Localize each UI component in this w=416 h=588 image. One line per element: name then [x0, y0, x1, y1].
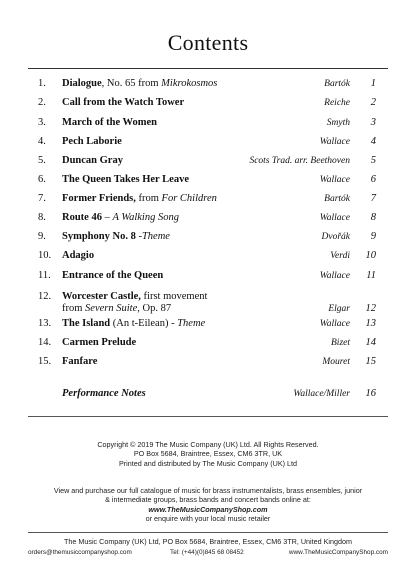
- toc-title: [62, 174, 282, 186]
- toc-page-number: 14: [365, 337, 376, 348]
- toc-title-part: Pech Laborie: [62, 136, 122, 147]
- toc-page-number: 3: [370, 117, 376, 128]
- toc-composer: Wallace: [319, 319, 350, 329]
- toc-title-part: (An t-Eilean) -: [110, 318, 178, 329]
- toc-title: [62, 97, 282, 109]
- toc-number: 4.: [38, 136, 46, 147]
- toc-composer: Bartók: [324, 194, 350, 204]
- toc-title: [62, 117, 282, 129]
- toc-page-number: 2: [370, 97, 376, 108]
- toc-number: 5.: [38, 155, 46, 166]
- toc-title-part: For Children: [161, 193, 217, 204]
- toc-title-part: Theme: [177, 318, 206, 329]
- toc-title: [62, 388, 282, 400]
- toc-page-number: 10: [365, 250, 376, 261]
- toc-number: 11.: [38, 270, 51, 281]
- toc-title: [62, 193, 282, 205]
- toc-composer: Verdi: [330, 251, 350, 261]
- toc-number: 2.: [38, 97, 46, 108]
- toc-page-number: 12: [365, 303, 376, 314]
- toc-number: 6.: [38, 174, 46, 185]
- promo-line-1: View and purchase our full catalogue of music for brass instrumentalists, brass ensembles, junior: [53, 486, 363, 495]
- copyright-line: Copyright © 2019 The Music Company (UK) Ltd. All Rights Reserved.: [97, 440, 319, 449]
- web-link[interactable]: www.TheMusicCompanyShop.com: [288, 549, 388, 556]
- toc-composer: Wallace/Miller: [293, 389, 350, 399]
- page-title: Contents: [167, 30, 249, 55]
- toc-title-part: Adagio: [62, 250, 95, 261]
- toc-title-part: A Walking Song: [112, 212, 179, 223]
- toc-page-number: 7: [370, 193, 376, 204]
- promo-block: [0, 486, 416, 524]
- toc-title-part: Worcester Castle,: [62, 291, 141, 302]
- toc-title: [62, 78, 282, 90]
- toc-number: 15.: [38, 356, 52, 367]
- toc-title-part: Op. 87: [139, 303, 172, 314]
- email-link[interactable]: orders@themusiccompanyshop.com: [28, 549, 132, 556]
- toc-page-number: 5: [370, 155, 376, 166]
- copyright-block: [0, 440, 416, 468]
- toc-title-part: , No. 65 from: [101, 78, 162, 89]
- toc-page-number: 16: [365, 388, 376, 399]
- toc-composer: Wallace: [319, 271, 350, 281]
- toc-title-part: Carmen Prelude: [62, 337, 137, 348]
- toc-composer: Wallace: [319, 175, 350, 185]
- toc-page-number: 15: [365, 356, 376, 367]
- toc-title-part: Performance Notes: [62, 388, 146, 399]
- toc-title-part: The Queen Takes Her Leave: [62, 174, 189, 185]
- toc-composer: Wallace: [319, 137, 350, 147]
- toc-title-part: Fanfare: [62, 356, 98, 367]
- toc-title-part: Dialogue: [62, 78, 102, 89]
- toc-title-part: Duncan Gray: [62, 155, 123, 166]
- toc-title: [62, 212, 282, 224]
- printed-line: Printed and distributed by The Music Company (UK) Ltd: [118, 458, 298, 468]
- promo-line-2: & intermediate groups, brass bands and concert bands online at:: [105, 495, 311, 505]
- toc-title: [62, 337, 282, 349]
- toc-title: [62, 270, 282, 282]
- toc-composer: Mouret: [322, 357, 350, 367]
- bottom-divider: [28, 532, 388, 533]
- toc-number: 9.: [38, 231, 46, 242]
- toc-title: [62, 231, 282, 243]
- toc-number: 3.: [38, 117, 46, 128]
- toc-composer: Scots Trad. arr. Beethoven: [249, 156, 350, 166]
- toc-title: [62, 136, 282, 148]
- toc-title-part: Mikrokosmos: [161, 78, 218, 89]
- toc-page-number: 13: [365, 318, 376, 329]
- telephone-text: Tel: (+44)(0)845 68 08452: [170, 549, 244, 556]
- toc-title-part: -: [135, 231, 142, 242]
- toc-number: 8.: [38, 212, 46, 223]
- toc-title-part: Former Friends,: [62, 193, 136, 204]
- toc-title-part: Theme: [141, 231, 170, 242]
- toc-composer: Bizet: [331, 338, 350, 348]
- toc-composer: Bartók: [324, 79, 350, 89]
- toc-title-part: –: [101, 212, 113, 223]
- toc-title: [62, 291, 282, 315]
- toc-composer: Wallace: [319, 213, 350, 223]
- toc-title-part: Severn Suite,: [85, 303, 140, 314]
- toc-title-part: from: [135, 193, 162, 204]
- toc-title-part: March of the Women: [62, 117, 157, 128]
- toc-composer: Reiche: [324, 98, 350, 108]
- top-divider: [28, 68, 388, 69]
- website-link[interactable]: www.TheMusicCompanyShop.com: [148, 504, 268, 514]
- middle-divider: [28, 416, 388, 417]
- toc-number: 13.: [38, 318, 52, 329]
- toc-composer: Elgar: [328, 304, 350, 314]
- toc-title-part: Symphony No. 8: [62, 231, 136, 242]
- toc-composer: Dvořák: [321, 232, 350, 242]
- toc-number: 12.: [38, 291, 52, 302]
- toc-title: [62, 250, 282, 262]
- toc-title-part: Call from the Watch Tower: [62, 97, 185, 108]
- toc-title-part: first movement: [140, 291, 208, 302]
- toc-number: 14.: [38, 337, 52, 348]
- toc-page-number: 6: [370, 174, 376, 185]
- address-line: PO Box 5684, Braintree, Essex, CM6 3TR, UK: [133, 449, 283, 459]
- toc-title-part: Route 46: [62, 212, 102, 223]
- toc-number: 7.: [38, 193, 46, 204]
- toc-title-part: The Island: [62, 318, 111, 329]
- toc-page-number: 8: [370, 212, 376, 223]
- toc-page-number: 1: [370, 78, 376, 89]
- toc-number: 1.: [38, 78, 46, 89]
- retailer-line: or enquire with your local music retailer: [145, 514, 271, 524]
- toc-title-part: from: [62, 303, 86, 314]
- toc-number: 10.: [38, 250, 52, 261]
- toc-page-number: 9: [370, 231, 376, 242]
- toc-title: [62, 356, 282, 368]
- toc-title: [62, 318, 282, 330]
- toc-title-part: Entrance of the Queen: [62, 270, 164, 281]
- toc-page-number: 11: [366, 270, 376, 281]
- toc-page-number: 4: [370, 136, 376, 147]
- toc-composer: Smyth: [326, 118, 350, 128]
- company-address-line: The Music Company (UK) Ltd, PO Box 5684, Braintree, Essex, CM6 3TR, United Kingdom: [63, 537, 353, 546]
